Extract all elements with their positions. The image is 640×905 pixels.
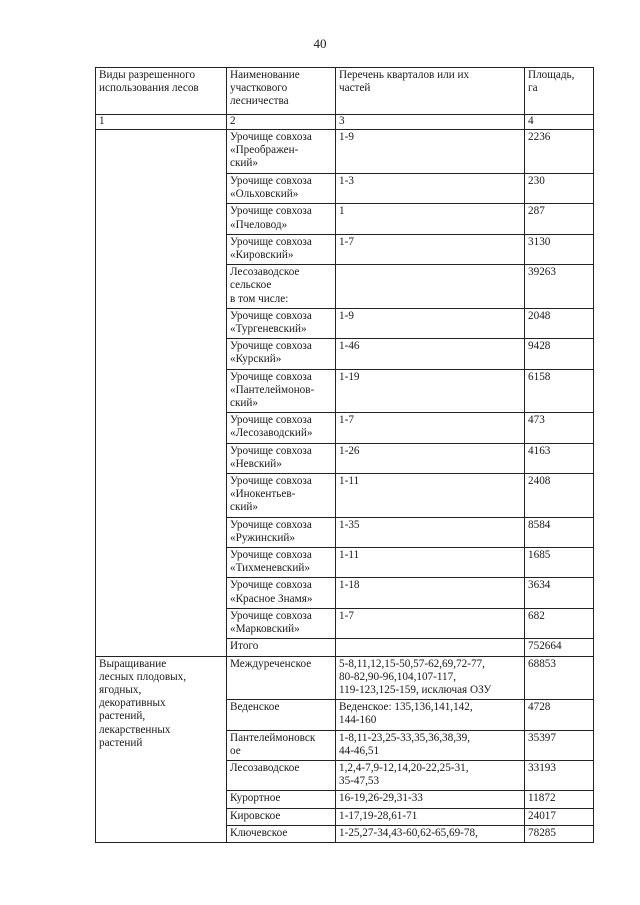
quarter-list-text: 1-11: [339, 549, 360, 562]
column-number-text: 3: [339, 115, 345, 127]
column-number-row: [96, 115, 594, 130]
area-value: [525, 517, 594, 547]
area-value-text: 11872: [528, 792, 556, 805]
district-name: [227, 791, 336, 808]
district-name-text: Ключевское: [230, 826, 288, 839]
column-number: [96, 115, 227, 130]
area-value-text: 68853: [528, 657, 556, 670]
column-number-text: 4: [528, 115, 534, 127]
area-value-text: 4728: [528, 701, 551, 714]
area-header-text: Площадь, га: [528, 69, 575, 95]
area-value: [525, 413, 594, 443]
district-name-text: Урочище совхоза «Марковский»: [230, 609, 312, 636]
quarter-list-text: 1-26: [339, 444, 360, 457]
area-value-text: 3634: [528, 579, 551, 592]
district-name: [227, 825, 336, 842]
area-value: [525, 578, 594, 608]
quarter-list-text: 1-8,11-23,25-33,35,36,38,39, 44-46,51: [339, 731, 471, 757]
area-value: [525, 204, 594, 234]
district-name: [227, 413, 336, 443]
area-value-text: 3130: [528, 235, 551, 248]
area-value: [525, 443, 594, 473]
area-value: [525, 339, 594, 369]
quarter-list: [336, 608, 525, 638]
table-row: [96, 656, 594, 700]
district-name-text: Курортное: [230, 792, 281, 805]
area-value: [525, 639, 594, 656]
area-value: [525, 308, 594, 338]
district-name-text: Урочище совхоза «Пантелеймонов- ский»: [230, 370, 315, 410]
area-value-text: 8584: [528, 518, 551, 531]
quarter-list: [336, 825, 525, 842]
district-name-text: Пантелеймоновск ое: [230, 731, 316, 757]
quarter-list: [336, 369, 525, 413]
area-value: [525, 130, 594, 174]
district-name-text: Урочище совхоза «Лесозаводский»: [230, 414, 313, 440]
district-name: [227, 656, 336, 700]
district-name-text: Урочище совхоза «Ружинский»: [230, 518, 312, 544]
quarter-list-text: 1,2,4-7,9-12,14,20-22,25-31, 35-47,53: [339, 761, 469, 788]
quarter-list: [336, 174, 525, 204]
quarter-list-text: 1-7: [339, 414, 354, 427]
quarter-list-text: 1-9: [339, 309, 354, 322]
quarter-list: [336, 700, 525, 730]
header-row: [96, 68, 594, 115]
district-name-text: Урочище совхоза «Невский»: [230, 444, 312, 470]
area-value: [525, 369, 594, 413]
quarter-list: [336, 339, 525, 369]
district-name-text: Урочище совхоза «Курский»: [230, 340, 312, 366]
area-header: [525, 68, 594, 115]
district-header: [227, 68, 336, 115]
area-value-text: 473: [528, 414, 545, 427]
area-value: [525, 700, 594, 730]
quarter-list-text: 1-11: [339, 475, 360, 488]
use-type-header: [96, 68, 227, 115]
area-value: [525, 174, 594, 204]
quarter-list: [336, 808, 525, 825]
district-name: [227, 174, 336, 204]
area-value: [525, 656, 594, 700]
quarter-list: [336, 443, 525, 473]
area-value-text: 4163: [528, 444, 551, 457]
use-type-cell-empty: [96, 130, 227, 657]
area-value-text: 2048: [528, 309, 551, 322]
page-number: 40: [313, 36, 327, 51]
quarter-list: [336, 656, 525, 700]
district-name: [227, 234, 336, 264]
area-value-text: 2408: [528, 475, 551, 488]
column-number-text: 1: [99, 115, 105, 127]
quarter-list-text: 1-18: [339, 579, 360, 592]
quarter-list-text: Веденское: 135,136,141,142, 144-160: [339, 701, 473, 727]
district-name-text: Лесозаводское сельское в том числе:: [230, 266, 300, 305]
column-number: [336, 115, 525, 130]
quarter-list: [336, 578, 525, 608]
use-type-cell-text: Выращивание лесных плодовых, ягодных, декоративных растений, лекарственных растений: [99, 657, 187, 749]
district-name: [227, 474, 336, 518]
area-value-text: 35397: [528, 731, 556, 744]
district-name: [227, 130, 336, 174]
area-value: [525, 608, 594, 638]
district-name-text: Лесозаводское: [230, 761, 300, 774]
table-body: [96, 68, 594, 843]
quarter-list-text: 1-7: [339, 235, 354, 248]
quarter-list: [336, 413, 525, 443]
column-number: [227, 115, 336, 130]
district-name-text: Урочище совхоза «Инокентьев- ский»: [230, 475, 312, 514]
quarter-list: [336, 234, 525, 264]
district-name: [227, 578, 336, 608]
quarter-list-text: 1-17,19-28,61-71: [339, 809, 418, 822]
district-name: [227, 639, 336, 656]
use-type-header-text: Виды разрешенного использования лесов: [99, 69, 199, 95]
quarter-list-text: 1-7: [339, 609, 354, 622]
quarter-list-text: 1-35: [339, 518, 360, 531]
area-value: [525, 234, 594, 264]
area-value: [525, 265, 594, 309]
column-number: [525, 115, 594, 130]
district-name-text: Урочище совхоза «Преображен- ский»: [230, 131, 312, 170]
district-name: [227, 265, 336, 309]
district-name: [227, 308, 336, 338]
column-number-text: 2: [230, 115, 236, 127]
area-value: [525, 808, 594, 825]
area-value: [525, 730, 594, 760]
area-value-text: 33193: [528, 761, 556, 774]
area-value: [525, 474, 594, 518]
quarter-list-text: 1: [339, 205, 345, 218]
district-name-text: Урочище совхоза «Тихменевский»: [230, 549, 312, 575]
quarter-list: [336, 265, 525, 309]
district-name-text: Итого: [230, 640, 259, 653]
area-value-text: 9428: [528, 340, 551, 353]
district-name: [227, 808, 336, 825]
district-name: [227, 443, 336, 473]
district-name-text: Урочище совхоза «Ольховский»: [230, 175, 312, 201]
quarter-list: [336, 760, 525, 790]
area-value-text: 2236: [528, 131, 551, 143]
district-name: [227, 204, 336, 234]
quarter-list-text: 16-19,26-29,31-33: [339, 792, 423, 805]
district-header-text: Наименование участкового лесничества: [230, 69, 300, 108]
area-value-text: 24017: [528, 809, 556, 822]
district-name: [227, 700, 336, 730]
area-value: [525, 825, 594, 842]
area-value-text: 1685: [528, 549, 551, 562]
district-name: [227, 369, 336, 413]
area-value: [525, 760, 594, 790]
district-name: [227, 608, 336, 638]
quarter-list: [336, 204, 525, 234]
district-name-text: Урочище совхоза «Красное Знамя»: [230, 579, 313, 605]
area-value-text: 287: [528, 205, 545, 218]
quarters-header-text: Перечень кварталов или их частей: [339, 69, 470, 95]
quarters-header: [336, 68, 525, 115]
district-name-text: Урочище совхоза «Тургеневский»: [230, 309, 312, 336]
area-value-text: 230: [528, 175, 545, 187]
quarter-list-text: 1-46: [339, 340, 360, 353]
quarter-list-text: 1-9: [339, 131, 354, 143]
quarter-list: [336, 474, 525, 518]
quarter-list: [336, 639, 525, 656]
quarter-list: [336, 130, 525, 174]
area-value-text: 6158: [528, 370, 551, 383]
district-name: [227, 517, 336, 547]
quarter-list-text: 1-25,27-34,43-60,62-65,69-78,: [339, 826, 478, 839]
area-value-text: 39263: [528, 266, 556, 279]
table-row: [96, 130, 594, 174]
district-name-text: Урочище совхоза «Пчеловод»: [230, 205, 312, 231]
quarter-list: [336, 791, 525, 808]
district-name: [227, 548, 336, 578]
area-value: [525, 791, 594, 808]
area-value-text: 78285: [528, 826, 556, 839]
area-value: [525, 548, 594, 578]
quarter-list: [336, 730, 525, 760]
district-name: [227, 730, 336, 760]
district-name-text: Кировское: [230, 809, 281, 822]
district-name-text: Междуреченское: [230, 657, 312, 670]
forest-use-table: [95, 67, 594, 843]
district-name: [227, 760, 336, 790]
district-name-text: Урочище совхоза «Кировский»: [230, 235, 312, 262]
quarter-list: [336, 308, 525, 338]
quarter-list: [336, 548, 525, 578]
quarter-list: [336, 517, 525, 547]
area-value-text: 752664: [528, 640, 562, 653]
quarter-list-text: 1-19: [339, 370, 360, 383]
area-value-text: 682: [528, 609, 545, 622]
quarter-list-text: 1-3: [339, 175, 354, 187]
district-name-text: Веденское: [230, 701, 280, 714]
district-name: [227, 339, 336, 369]
quarter-list-text: 5-8,11,12,15-50,57-62,69,72-77, 80-82,90-96,104,107-117, 119-123,125-159, исключая ОЗУ: [339, 657, 492, 696]
use-type-cell: [96, 656, 227, 842]
